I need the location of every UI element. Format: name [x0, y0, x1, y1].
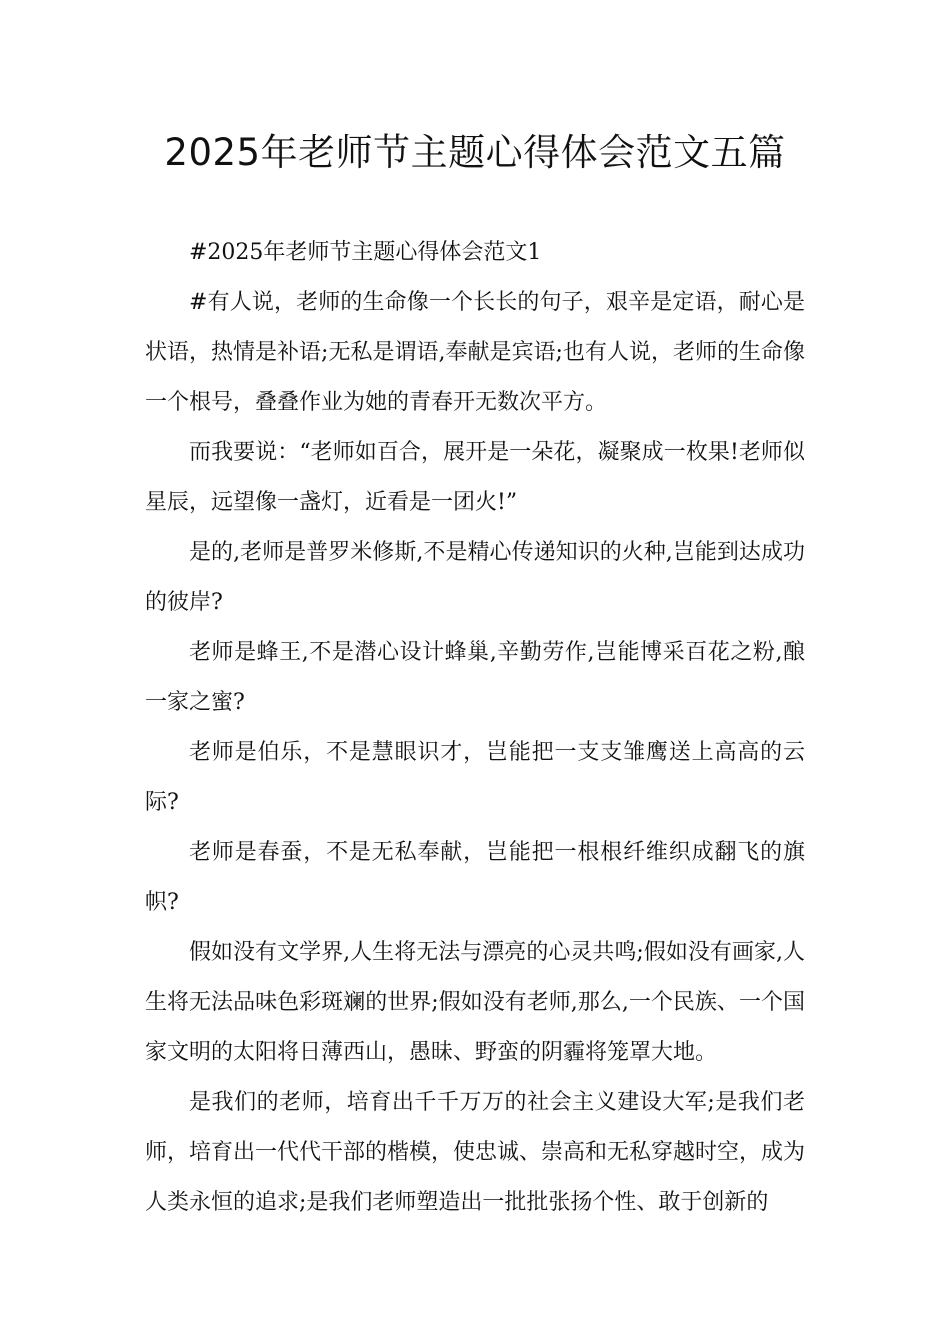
paragraph: 是的,老师是普罗米修斯,不是精心传递知识的火种,岂能到达成功的彼岸? — [145, 540, 805, 615]
document-body — [145, 228, 805, 1228]
paragraph: 而我要说：“老师如百合，展开是一朵花，凝聚成一枚果!老师似星辰，远望像一盏灯，近看是一团火!” — [145, 440, 805, 515]
paragraph: 老师是伯乐，不是慧眼识才，岂能把一支支雏鹰送上高高的云际? — [145, 740, 805, 815]
paragraph: #有人说，老师的生命像一个长长的句子，艰辛是定语，耐心是状语，热情是补语;无私是谓语,奉献是宾语;也有人说，老师的生命像一个根号，叠叠作业为她的青春开无数次平方。 — [145, 290, 805, 415]
paragraph: 是我们的老师，培育出千千万万的社会主义建设大军;是我们老师，培育出一代代干部的楷模，使忠诚、崇高和无私穿越时空，成为人类永恒的追求;是我们老师塑造出一批批张扬个性、敢于创新的 — [145, 1090, 806, 1215]
paragraph: 老师是蜂王,不是潜心设计蜂巢,辛勤劳作,岂能博采百花之粉,酿一家之蜜? — [145, 640, 805, 715]
paragraph: 假如没有文学界,人生将无法与漂亮的心灵共鸣;假如没有画家,人生将无法品味色彩斑斓的世界;假如没有老师,那么,一个民族、一个国家文明的太阳将日薄西山，愚昧、野蛮的阴霾将笼罩大地。 — [145, 940, 805, 1065]
paragraph-heading: #2025年老师节主题心得体会范文1 — [189, 240, 542, 265]
paragraph: 老师是春蚕，不是无私奉献，岂能把一根根纤维织成翻飞的旗帜? — [145, 840, 805, 915]
document-title: 2025年老师节主题心得体会范文五篇 — [164, 131, 786, 174]
